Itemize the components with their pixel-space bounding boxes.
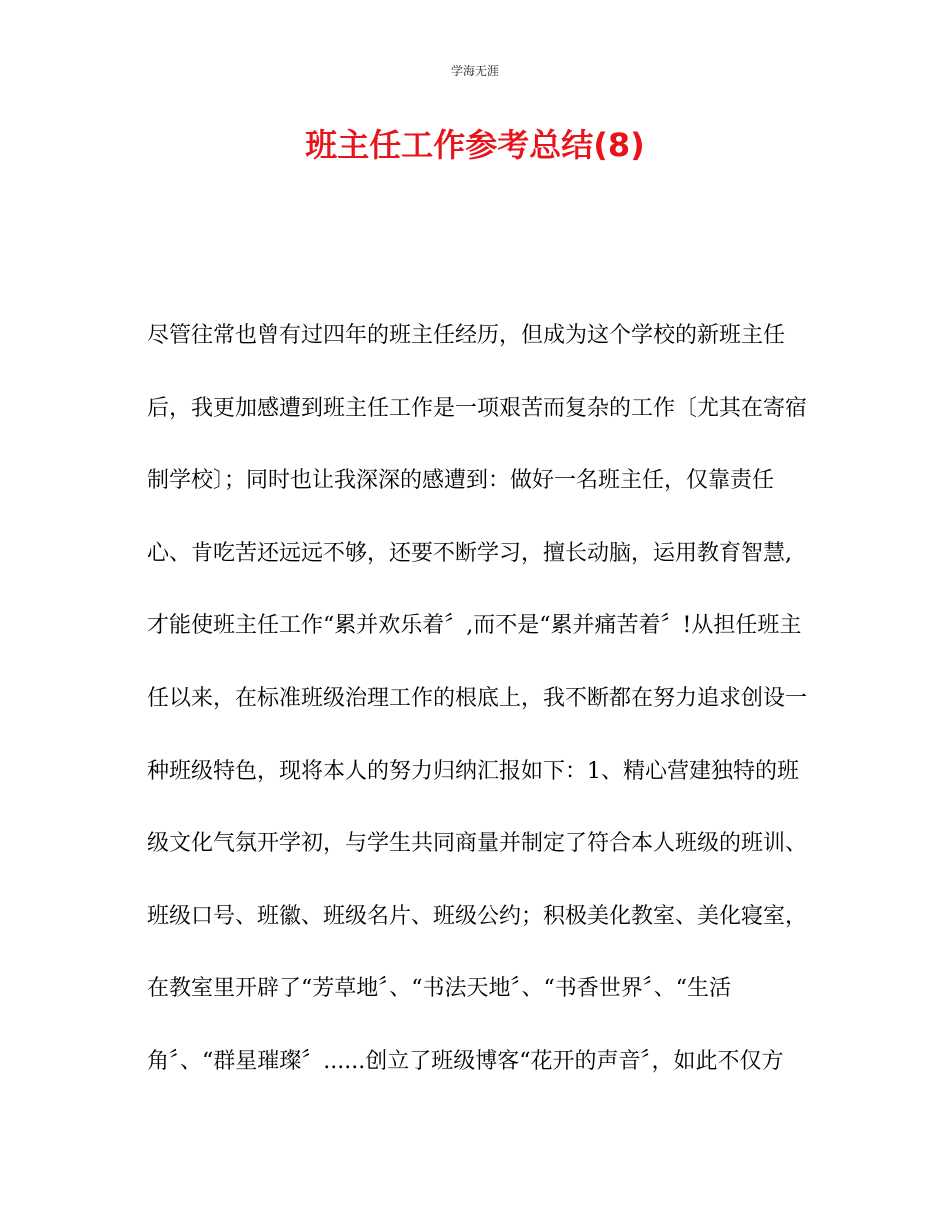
paragraph-line: 班级口号、班徽、班级名片、班级公约；积极美化教室、美化寝室， <box>147 903 808 929</box>
paragraph-line: 级文化气氛开学初，与学生共同商量并制定了符合本人班级的班训、 <box>147 831 808 857</box>
paragraph-line: 在教室里开辟了“芳草地〞、“书法天地〞、“书香世界〞、“生活 <box>147 976 731 1002</box>
paragraph-line: 后，我更加感遭到班主任工作是一项艰苦而复杂的工作〔尤其在寄宿 <box>147 395 808 421</box>
document-title: 班主任工作参考总结(8) <box>305 126 645 164</box>
paragraph-line: 种班级特色，现将本人的努力归纳汇报如下：1、精心营建独特的班 <box>147 758 799 784</box>
paragraph-line: 才能使班主任工作“累并欢乐着〞,而不是“累并痛苦着〞!从担任班主 <box>147 613 802 639</box>
paragraph-line: 角〞、“群星璀璨〞......创立了班级博客“花开的声音〞，如此不仅方 <box>147 1048 784 1074</box>
page-header: 学海无涯 <box>450 64 499 78</box>
document-body <box>147 318 807 1117</box>
paragraph-line: 心、肯吃苦还远远不够，还要不断学习，擅长动脑，运用教育智慧, <box>147 540 792 566</box>
paragraph-line: 尽管往常也曾有过四年的班主任经历，但成为这个学校的新班主任 <box>147 323 786 348</box>
paragraph-line: 制学校〕；同时也让我深深的感遭到：做好一名班主任，仅靠责任 <box>147 468 775 494</box>
paragraph-line: 任以来，在标准班级治理工作的根底上，我不断都在努力追求创设一 <box>147 685 808 711</box>
